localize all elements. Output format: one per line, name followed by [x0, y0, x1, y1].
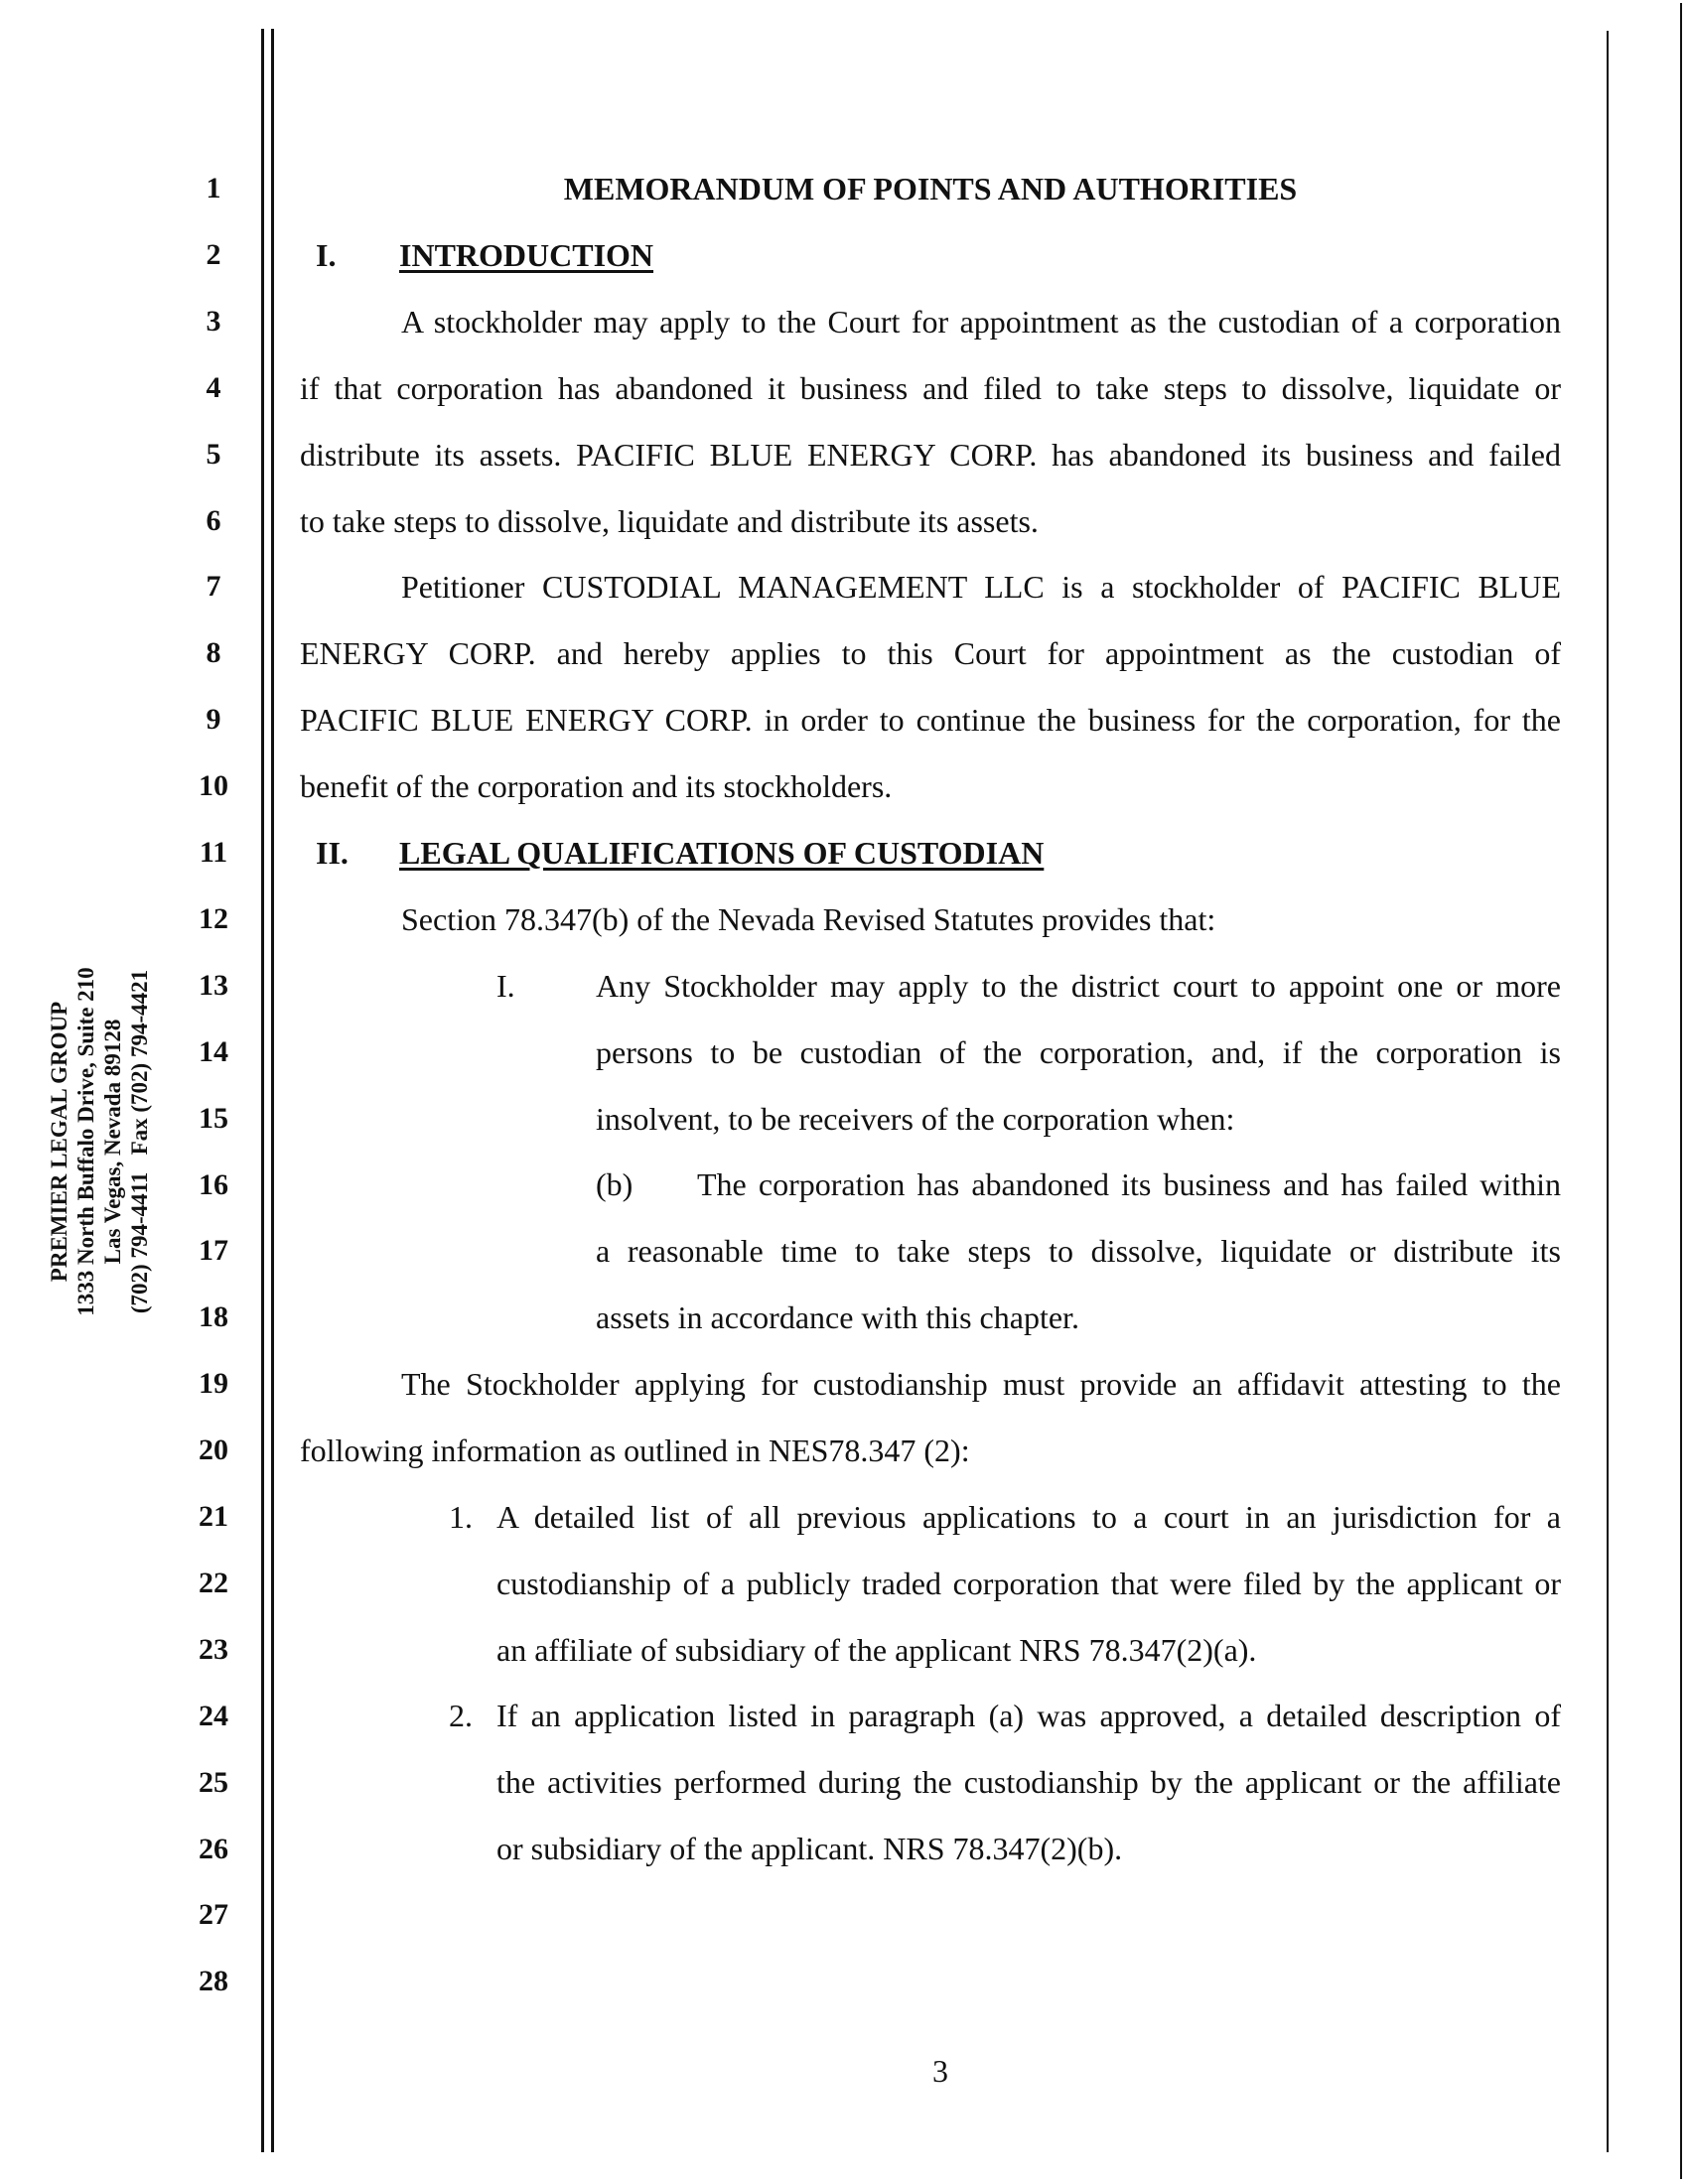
statute-line-1: Any Stockholder may apply to the district court to appoint one or more [596, 968, 1561, 1004]
section-1-heading: INTRODUCTION [399, 237, 654, 273]
document-title: MEMORANDUM OF POINTS AND AUTHORITIES [563, 171, 1298, 206]
intro-line-8: benefit of the corporation and its stockholders. [300, 768, 893, 804]
intro-line-2: if that corporation has abandoned it business and filed to take steps to dissolve, liquidate or [300, 370, 1561, 406]
line-number: 9 [206, 703, 221, 737]
line-number: 28 [199, 1965, 228, 1998]
statute-line-2: persons to be custodian of the corporation, and, if the corporation is [596, 1034, 1561, 1070]
intro-line-4: to take steps to dissolve, liquidate and distribute its assets. [300, 503, 1039, 539]
line-number: 1 [206, 172, 221, 205]
line-number: 15 [199, 1101, 228, 1135]
line-number: 10 [199, 769, 228, 803]
line-number: 14 [199, 1034, 228, 1068]
statute-sub-label: (b) [596, 1166, 634, 1202]
statute-sub-line-1: The corporation has abandoned its business and has failed within [697, 1166, 1561, 1202]
line-number: 27 [199, 1898, 228, 1932]
line-number: 18 [199, 1300, 228, 1334]
section-1-numeral: I. [316, 237, 337, 273]
affidavit-line-2: following information as outlined in NES78.347 (2): [300, 1433, 970, 1468]
firm-address: 1333 North Buffalo Drive, Suite 210 [73, 967, 98, 1316]
line-number: 7 [206, 570, 221, 604]
firm-name: PREMIER LEGAL GROUP [47, 1001, 71, 1283]
page-number: 3 [932, 2053, 948, 2089]
statute-numeral: I. [496, 968, 515, 1004]
section-2-heading: LEGAL QUALIFICATIONS OF CUSTODIAN [399, 835, 1045, 871]
firm-phone-fax: (702) 794-4411 Fax (702) 794-4421 [127, 969, 152, 1314]
left-margin-rule-outer [261, 29, 264, 2152]
line-number: 11 [199, 836, 228, 869]
line-number: 19 [199, 1367, 228, 1401]
intro-line-1: A stockholder may apply to the Court for appointment as the custodian of a corporation [401, 304, 1561, 340]
list-item-1-line-3: an affiliate of subsidiary of the applicant NRS 78.347(2)(a). [496, 1632, 1257, 1668]
line-number: 20 [199, 1433, 228, 1467]
page-edge-rule [1680, 3, 1682, 2179]
section-2-numeral: II. [316, 835, 349, 871]
list-item-2-line-3: or subsidiary of the applicant. NRS 78.347(2)(b). [496, 1831, 1123, 1866]
statute-line-3: insolvent, to be receivers of the corporation when: [596, 1101, 1235, 1137]
line-number: 4 [206, 370, 221, 404]
intro-line-6: ENERGY CORP. and hereby applies to this Court for appointment as the custodian of [300, 635, 1561, 671]
list-item-1-line-1: A detailed list of all previous applications to a court in an jurisdiction for a [496, 1499, 1561, 1535]
line-number: 2 [206, 237, 221, 271]
list-item-2-marker: 2. [449, 1698, 473, 1733]
intro-line-5: Petitioner CUSTODIAL MANAGEMENT LLC is a stockholder of PACIFIC BLUE [401, 569, 1561, 605]
statute-sub-line-2: a reasonable time to take steps to dissolve, liquidate or distribute its [596, 1233, 1561, 1269]
intro-line-7: PACIFIC BLUE ENERGY CORP. in order to continue the business for the corporation, for the [300, 702, 1561, 738]
line-number: 21 [199, 1500, 228, 1533]
firm-city: Las Vegas, Nevada 89128 [100, 1019, 125, 1265]
line-number: 26 [199, 1832, 228, 1865]
line-number: 16 [199, 1167, 228, 1201]
right-margin-rule [1607, 31, 1609, 2152]
list-item-2-line-2: the activities performed during the custodianship by the applicant or the affiliate [496, 1764, 1561, 1800]
left-margin-rule-inner [271, 29, 274, 2152]
line-number: 12 [199, 901, 228, 935]
list-item-1-line-2: custodianship of a publicly traded corporation that were filed by the applicant or [496, 1566, 1561, 1601]
line-number: 17 [199, 1234, 228, 1268]
statute-sub-line-3: assets in accordance with this chapter. [596, 1299, 1079, 1335]
affidavit-line-1: The Stockholder applying for custodianship must provide an affidavit attesting to the [401, 1366, 1561, 1402]
list-item-1-marker: 1. [449, 1499, 473, 1535]
intro-line-3: distribute its assets. PACIFIC BLUE ENERGY CORP. has abandoned its business and failed [300, 437, 1561, 473]
line-number: 22 [199, 1566, 228, 1599]
line-number: 25 [199, 1765, 228, 1799]
line-number: 6 [206, 503, 221, 537]
line-number: 8 [206, 636, 221, 670]
line-number: 23 [199, 1632, 228, 1666]
list-item-2-line-1: If an application listed in paragraph (a) was approved, a detailed description of [496, 1698, 1561, 1733]
line-number: 13 [199, 968, 228, 1002]
line-number: 5 [206, 437, 221, 471]
line-number: 3 [206, 304, 221, 338]
line-number: 24 [199, 1699, 228, 1732]
statute-intro: Section 78.347(b) of the Nevada Revised Statutes provides that: [401, 901, 1216, 937]
